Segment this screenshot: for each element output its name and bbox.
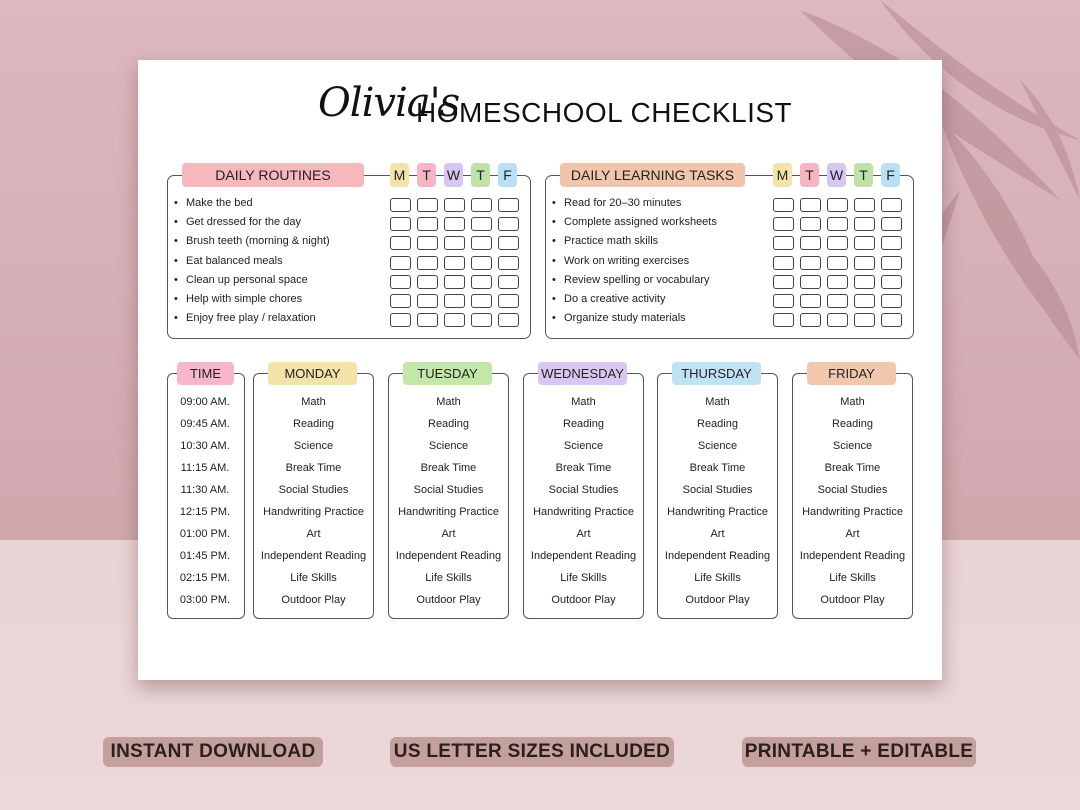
subject-cell: Reading: [293, 418, 334, 430]
time-cell: 02:15 PM.: [179, 572, 231, 584]
checkbox[interactable]: [498, 313, 519, 327]
task-item: • Organize study materials: [564, 312, 686, 324]
checkbox[interactable]: [881, 275, 902, 289]
day-header-friday: FRIDAY: [807, 362, 896, 385]
subject-cell: Reading: [697, 418, 738, 430]
checkbox[interactable]: [773, 256, 794, 270]
badge-us-letter: US LETTER SIZES INCLUDED: [390, 737, 674, 767]
checkbox[interactable]: [390, 275, 411, 289]
subject-cell: Art: [845, 528, 860, 540]
checkbox[interactable]: [827, 236, 848, 250]
task-item: • Complete assigned worksheets: [564, 216, 717, 228]
checkbox[interactable]: [498, 217, 519, 231]
checkbox[interactable]: [854, 198, 875, 212]
checkbox[interactable]: [854, 217, 875, 231]
task-item: • Get dressed for the day: [186, 216, 301, 228]
subject-cell: Break Time: [555, 462, 612, 474]
subject-cell: Outdoor Play: [820, 594, 885, 606]
checkbox[interactable]: [498, 236, 519, 250]
subject-cell: Outdoor Play: [416, 594, 481, 606]
checkbox[interactable]: [390, 256, 411, 270]
subject-cell: Handwriting Practice: [802, 506, 903, 518]
subject-cell: Social Studies: [278, 484, 349, 496]
checkbox[interactable]: [498, 256, 519, 270]
checkbox[interactable]: [800, 198, 821, 212]
checkbox[interactable]: [390, 313, 411, 327]
checkbox[interactable]: [827, 198, 848, 212]
checkbox[interactable]: [417, 198, 438, 212]
task-item: • Eat balanced meals: [186, 255, 283, 267]
title-name: Olivia's: [318, 80, 460, 126]
subject-cell: Life Skills: [290, 572, 337, 584]
badge-printable-editable: PRINTABLE + EDITABLE: [742, 737, 976, 767]
checkbox[interactable]: [444, 313, 465, 327]
checkbox[interactable]: [471, 294, 492, 308]
checkbox[interactable]: [417, 217, 438, 231]
checkbox[interactable]: [390, 217, 411, 231]
subject-cell: Independent Reading: [530, 550, 637, 562]
checkbox[interactable]: [471, 275, 492, 289]
day-letter-dr: M: [390, 163, 409, 187]
day-header-monday: MONDAY: [268, 362, 357, 385]
subject-cell: Break Time: [824, 462, 881, 474]
task-item: • Enjoy free play / relaxation: [186, 312, 316, 324]
time-cell: 01:00 PM.: [179, 528, 231, 540]
subject-cell: Art: [441, 528, 456, 540]
checkbox[interactable]: [827, 217, 848, 231]
checkbox[interactable]: [827, 294, 848, 308]
checkbox[interactable]: [854, 313, 875, 327]
checkbox[interactable]: [800, 313, 821, 327]
day-letter-lt: M: [773, 163, 792, 187]
checkbox[interactable]: [390, 236, 411, 250]
subject-cell: Handwriting Practice: [263, 506, 364, 518]
checkbox[interactable]: [800, 217, 821, 231]
subject-cell: Handwriting Practice: [667, 506, 768, 518]
time-cell: 12:15 PM.: [179, 506, 231, 518]
checkbox[interactable]: [800, 236, 821, 250]
subject-cell: Math: [705, 396, 730, 408]
daily-routines-header: DAILY ROUTINES: [182, 163, 364, 187]
task-item: • Practice math skills: [564, 235, 658, 247]
task-item: • Work on writing exercises: [564, 255, 689, 267]
time-cell: 11:30 AM.: [180, 484, 230, 496]
checkbox[interactable]: [854, 294, 875, 308]
checkbox[interactable]: [444, 256, 465, 270]
checkbox[interactable]: [881, 313, 902, 327]
subject-cell: Science: [832, 440, 873, 452]
subject-cell: Reading: [832, 418, 873, 430]
checkbox[interactable]: [471, 236, 492, 250]
task-item: • Do a creative activity: [564, 293, 665, 305]
day-header-tuesday: TUESDAY: [403, 362, 492, 385]
day-letter-dr: T: [417, 163, 436, 187]
checkbox[interactable]: [773, 217, 794, 231]
checkbox[interactable]: [773, 198, 794, 212]
checkbox[interactable]: [444, 275, 465, 289]
subject-cell: Math: [436, 396, 461, 408]
checkbox[interactable]: [417, 275, 438, 289]
checkbox[interactable]: [854, 256, 875, 270]
subject-cell: Social Studies: [817, 484, 888, 496]
checkbox[interactable]: [498, 275, 519, 289]
time-cell: 09:00 AM.: [180, 396, 230, 408]
subject-cell: Reading: [428, 418, 469, 430]
checkbox[interactable]: [471, 198, 492, 212]
checkbox[interactable]: [881, 294, 902, 308]
subject-cell: Independent Reading: [395, 550, 502, 562]
task-item: • Make the bed: [186, 197, 253, 209]
checkbox[interactable]: [881, 217, 902, 231]
checkbox[interactable]: [827, 313, 848, 327]
subject-cell: Outdoor Play: [551, 594, 616, 606]
checkbox[interactable]: [800, 256, 821, 270]
checkbox[interactable]: [881, 236, 902, 250]
day-letter-lt: W: [827, 163, 846, 187]
task-item: • Review spelling or vocabulary: [564, 274, 710, 286]
day-letter-dr: W: [444, 163, 463, 187]
subject-cell: Independent Reading: [664, 550, 771, 562]
checkbox[interactable]: [498, 294, 519, 308]
checkbox[interactable]: [827, 256, 848, 270]
subject-cell: Life Skills: [560, 572, 607, 584]
checkbox[interactable]: [471, 217, 492, 231]
subject-cell: Social Studies: [413, 484, 484, 496]
task-item: • Brush teeth (morning & night): [186, 235, 330, 247]
subject-cell: Art: [710, 528, 725, 540]
checkbox[interactable]: [773, 313, 794, 327]
time-cell: 10:30 AM.: [180, 440, 230, 452]
subject-cell: Science: [563, 440, 604, 452]
daily-learning-header: DAILY LEARNING TASKS: [560, 163, 745, 187]
time-cell: 09:45 AM.: [180, 418, 230, 430]
subject-cell: Social Studies: [548, 484, 619, 496]
subject-cell: Break Time: [420, 462, 477, 474]
subject-cell: Outdoor Play: [281, 594, 346, 606]
day-letter-lt: F: [881, 163, 900, 187]
subject-cell: Life Skills: [694, 572, 741, 584]
checkbox[interactable]: [881, 256, 902, 270]
checkbox[interactable]: [417, 294, 438, 308]
subject-cell: Break Time: [285, 462, 342, 474]
checkbox[interactable]: [773, 275, 794, 289]
checkbox[interactable]: [444, 217, 465, 231]
day-letter-lt: T: [800, 163, 819, 187]
subject-cell: Social Studies: [682, 484, 753, 496]
checkbox[interactable]: [827, 275, 848, 289]
badge-instant-download: INSTANT DOWNLOAD: [103, 737, 323, 767]
checkbox[interactable]: [390, 198, 411, 212]
task-item: • Read for 20–30 minutes: [564, 197, 681, 209]
checkbox[interactable]: [417, 256, 438, 270]
subject-cell: Handwriting Practice: [398, 506, 499, 518]
checkbox[interactable]: [773, 294, 794, 308]
subject-cell: Math: [840, 396, 865, 408]
checkbox[interactable]: [773, 236, 794, 250]
checkbox[interactable]: [471, 313, 492, 327]
subject-cell: Math: [301, 396, 326, 408]
checkbox[interactable]: [417, 236, 438, 250]
day-letter-dr: T: [471, 163, 490, 187]
subject-cell: Reading: [563, 418, 604, 430]
time-header: TIME: [177, 362, 234, 385]
day-letter-lt: T: [854, 163, 873, 187]
checkbox[interactable]: [444, 236, 465, 250]
checkbox[interactable]: [800, 294, 821, 308]
subject-cell: Life Skills: [425, 572, 472, 584]
checkbox[interactable]: [471, 256, 492, 270]
checkbox[interactable]: [854, 275, 875, 289]
subject-cell: Life Skills: [829, 572, 876, 584]
checkbox[interactable]: [444, 294, 465, 308]
subject-cell: Break Time: [689, 462, 746, 474]
day-letter-dr: F: [498, 163, 517, 187]
time-cell: 11:15 AM.: [180, 462, 230, 474]
time-cell: 01:45 PM.: [179, 550, 231, 562]
checkbox[interactable]: [417, 313, 438, 327]
day-header-wednesday: WEDNESDAY: [538, 362, 627, 385]
task-item: • Help with simple chores: [186, 293, 302, 305]
subject-cell: Science: [293, 440, 334, 452]
subject-cell: Art: [306, 528, 321, 540]
subject-cell: Art: [576, 528, 591, 540]
checkbox[interactable]: [390, 294, 411, 308]
checkbox[interactable]: [444, 198, 465, 212]
task-item: • Clean up personal space: [186, 274, 308, 286]
time-cell: 03:00 PM.: [179, 594, 231, 606]
subject-cell: Science: [428, 440, 469, 452]
checkbox[interactable]: [881, 198, 902, 212]
checkbox[interactable]: [854, 236, 875, 250]
subject-cell: Handwriting Practice: [533, 506, 634, 518]
subject-cell: Outdoor Play: [685, 594, 750, 606]
day-header-thursday: THURSDAY: [672, 362, 761, 385]
checkbox[interactable]: [498, 198, 519, 212]
subject-cell: Independent Reading: [799, 550, 906, 562]
subject-cell: Independent Reading: [260, 550, 367, 562]
subject-cell: Math: [571, 396, 596, 408]
checkbox[interactable]: [800, 275, 821, 289]
page-title: HOMESCHOOL CHECKLIST: [416, 97, 793, 128]
subject-cell: Science: [697, 440, 738, 452]
